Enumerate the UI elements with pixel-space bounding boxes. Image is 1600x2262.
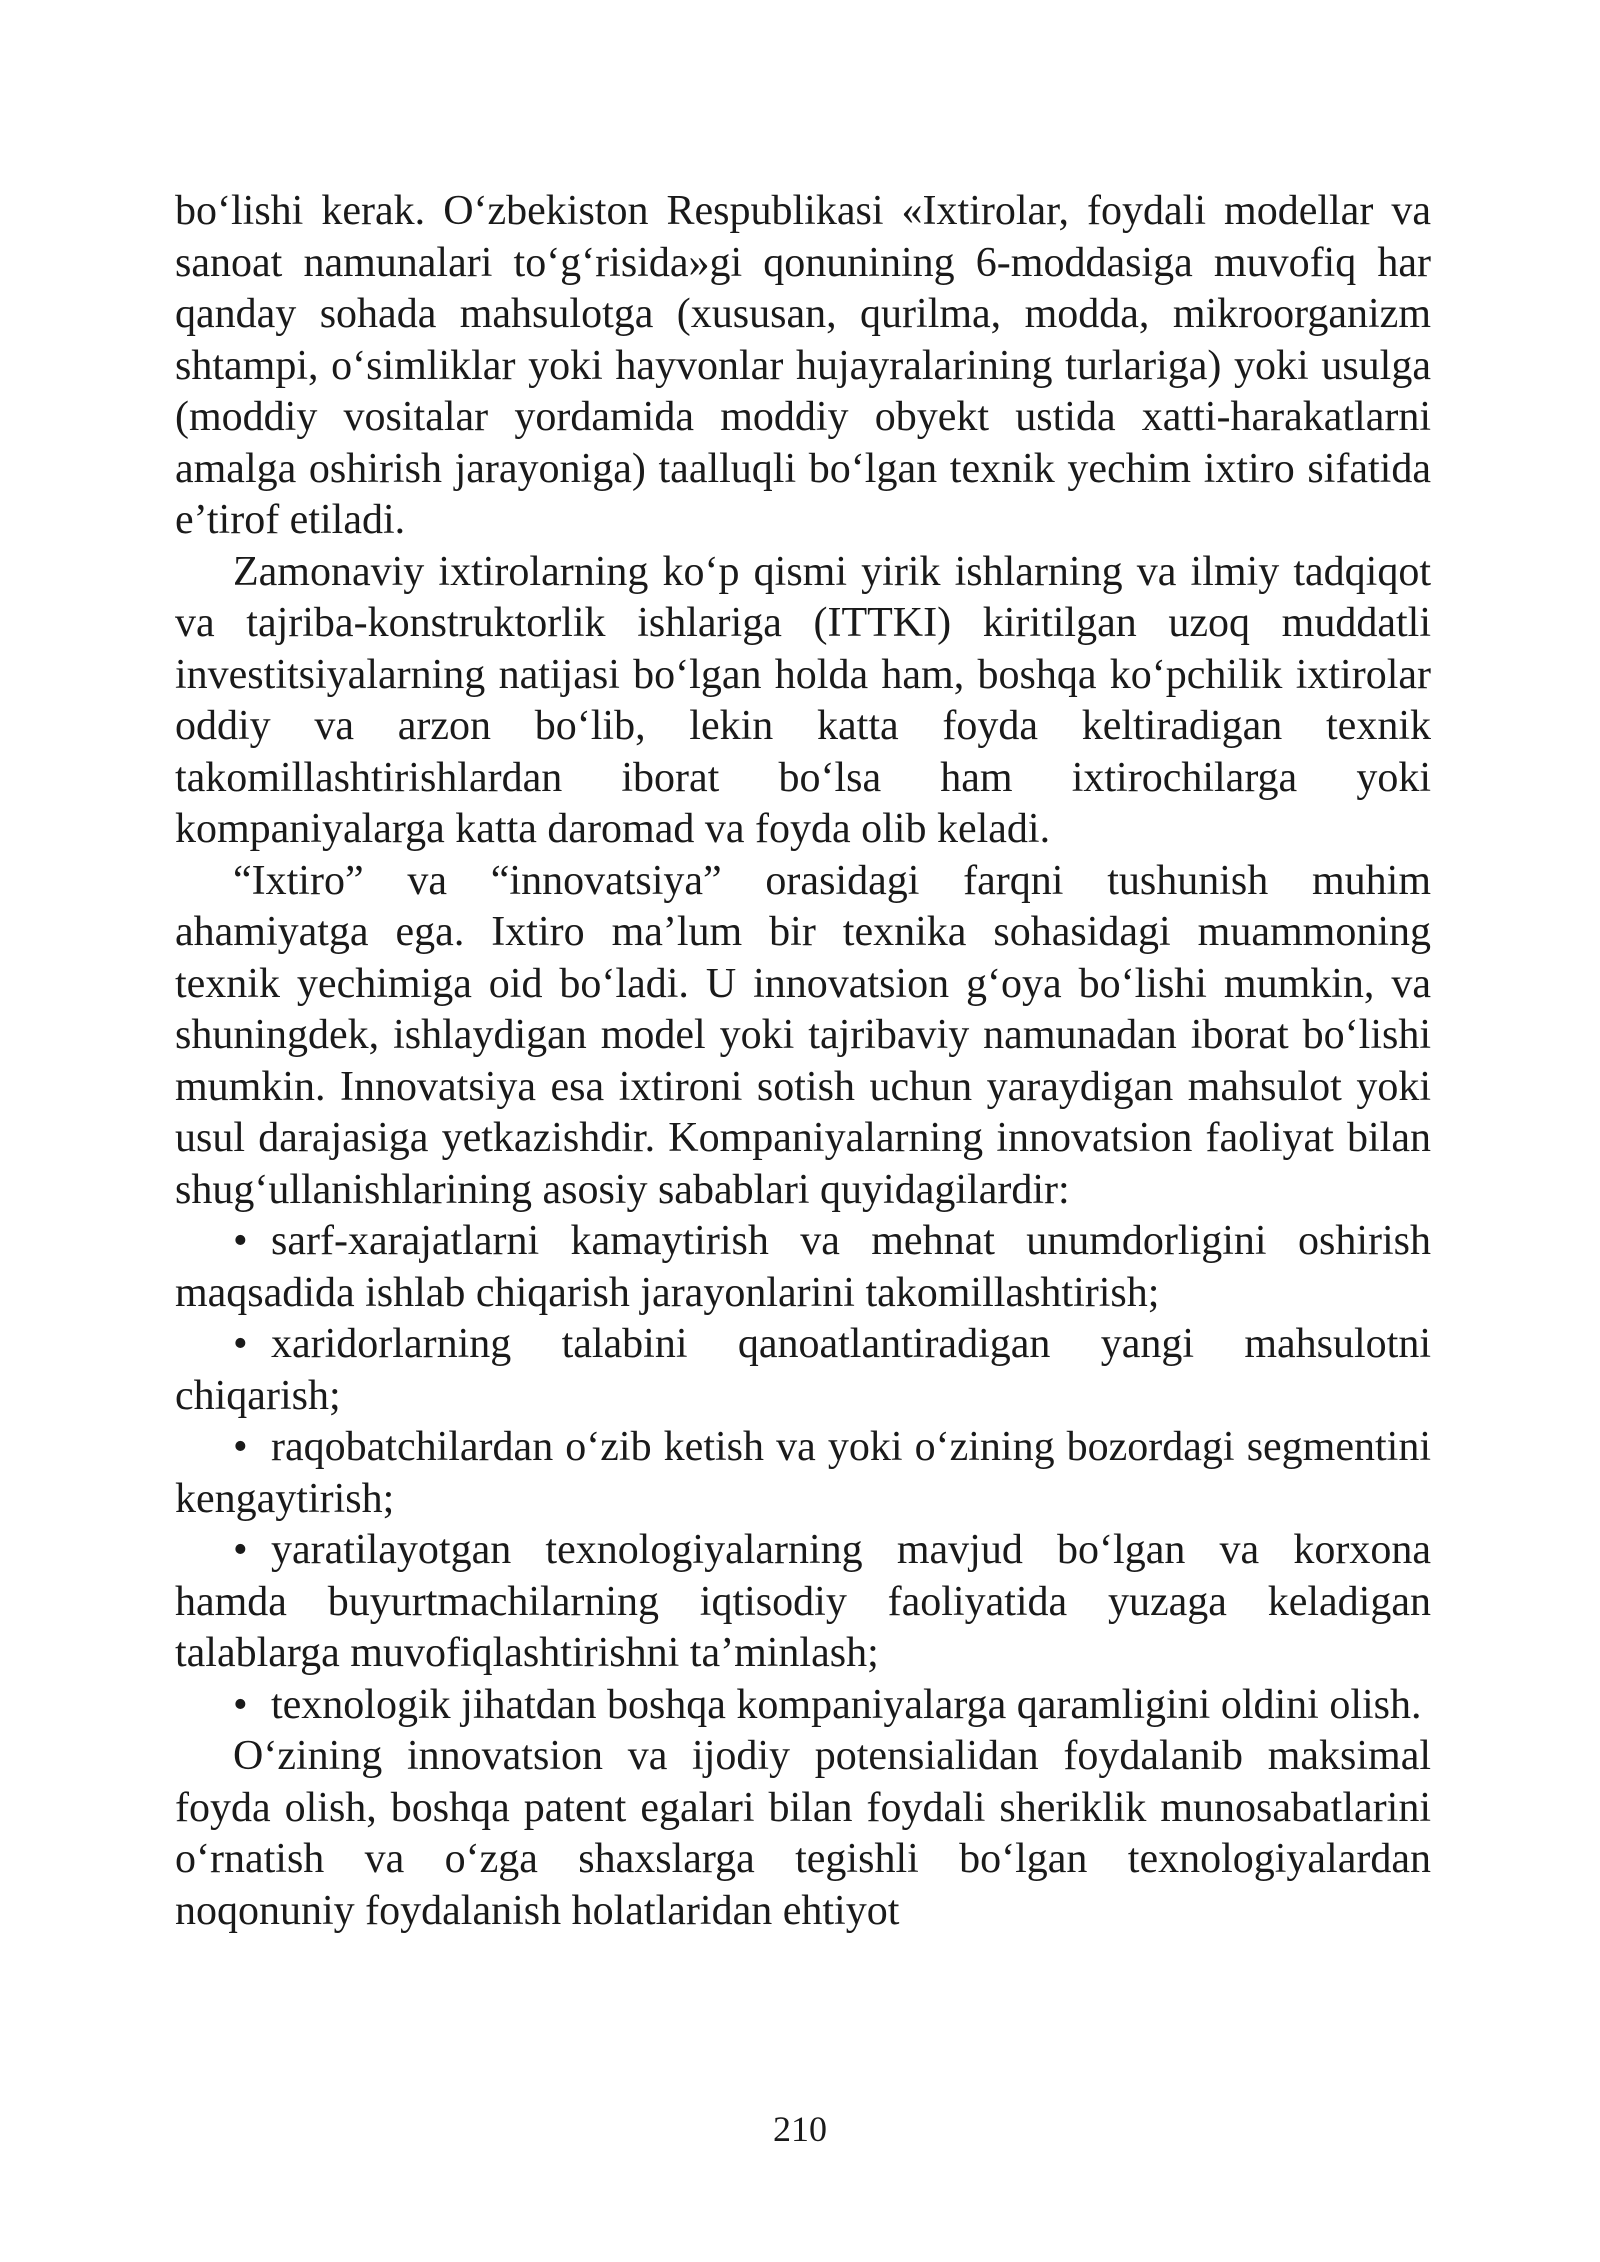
- paragraph-continuation: bo‘lishi kerak. O‘zbekiston Respublikasi «Ixtirolar, foydali modellar va sanoat namunalari to‘g‘risida»gi qonunining 6-moddasiga muvofiq har qanday sohada mahsulotga (xususan, qurilma, modda, mikroorganizm shtampi, o‘simliklar yoki hayvonlar hujayralarining turlariga) yoki usulga (moddiy vositalar yordamida moddiy obyekt ustida xatti-harakatlarni amalga oshirish jarayoniga) taalluqli bo‘lgan texnik yechim ixtiro sifatida e’tirof etiladi.: [175, 188, 1431, 543]
- page-body: [175, 186, 1431, 1937]
- paragraph-modern-inventions: Zamonaviy ixtirolarning ko‘p qismi yirik ishlarning va ilmiy tadqiqot va tajriba-konstruktorlik ishlariga (ITTKI) kiritilgan uzoq muddatli investitsiyalarning natijasi bo‘lgan holda ham, boshqa ko‘pchilik ixtirolar oddiy va arzon bo‘lib, lekin katta foyda keltiradigan texnik takomillashtirishlardan iborat bo‘lsa ham ixtirochilarga yoki kompaniyalarga katta daromad va foyda olib keladi.: [175, 548, 1431, 852]
- bullet-text: yaratilayotgan texnologiyalarning mavjud bo‘lgan va korxona hamda buyurtmachilarning iqtisodiy faoliyatida yuzaga keladigan talablarga muvofiqlashtirishni ta’minlash;: [175, 1527, 1431, 1676]
- bullet-item: [175, 1319, 1431, 1422]
- paragraph-final: O‘zining innovatsion va ijodiy potensialidan foydalanib maksimal foyda olish, boshqa patent egalari bilan foydali sheriklik munosabatlarini o‘rnatish va o‘zga shaxslarga tegishli bo‘lgan texnologiyalardan noqonuniy foydalanish holatlaridan ehtiyot: [175, 1733, 1431, 1934]
- bullet-text: sarf-xarajatlarni kamaytirish va mehnat unumdorligini oshirish maqsadida ishlab chiqarish jarayonlarini takomillashtirish;: [175, 1218, 1431, 1316]
- bullet-icon: •: [233, 1218, 248, 1264]
- bullet-icon: •: [233, 1321, 248, 1367]
- bullet-item: [175, 1525, 1431, 1680]
- bullet-item: [175, 1680, 1431, 1732]
- bullet-item: [175, 1216, 1431, 1319]
- bullet-icon: •: [233, 1424, 248, 1470]
- bullet-text: xaridorlarning talabini qanoatlantiradigan yangi mahsulotni chiqarish;: [175, 1321, 1431, 1419]
- bullet-text: texnologik jihatdan boshqa kompaniyalarga qaramligini oldini olish.: [271, 1681, 1422, 1728]
- bullet-item: [175, 1422, 1431, 1525]
- bullet-icon: •: [233, 1527, 248, 1573]
- paragraph-invention-vs-innovation: “Ixtiro” va “innovatsiya” orasidagi farqni tushunish muhim ahamiyatga ega. Ixtiro ma’lum bir texnika sohasidagi muammoning texnik yechimiga oid bo‘ladi. U innovatsion g‘oya bo‘lishi mumkin, va shuningdek, ishlaydigan model yoki tajribaviy namunadan iborat bo‘lishi mumkin. Innovatsiya esa ixtironi sotish uchun yaraydigan mahsulot yoki usul darajasiga yetkazishdir. Kompaniyalarning innovatsion faoliyat bilan shug‘ullanishlarining asosiy sabablari quyidagilardir:: [175, 857, 1431, 1213]
- bullet-text: raqobatchilardan o‘zib ketish va yoki o‘zining bozordagi segmentini kengaytirish;: [175, 1424, 1431, 1522]
- bullet-icon: •: [233, 1681, 248, 1728]
- page-number: 210: [773, 2109, 827, 2149]
